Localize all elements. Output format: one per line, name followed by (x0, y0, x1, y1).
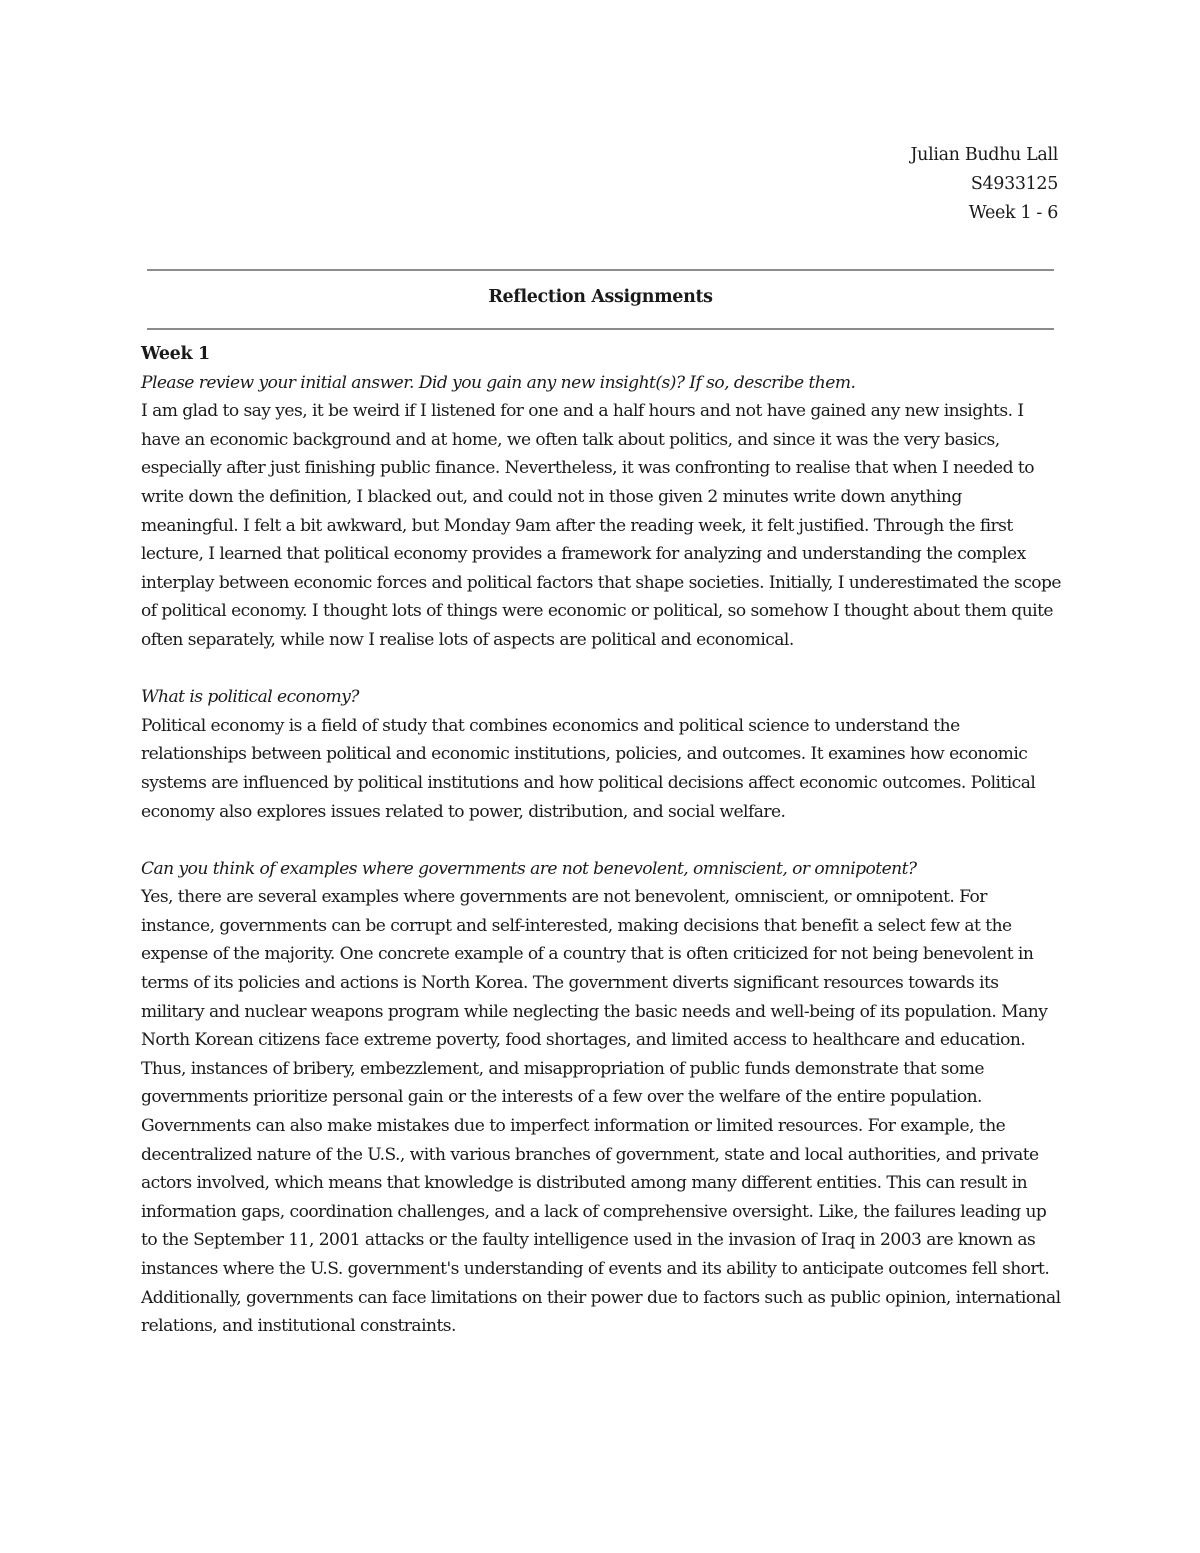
question-political-economy: What is political economy? (141, 687, 359, 708)
answer-government-examples: Yes, there are several examples where governments are not benevolent, omniscient, or omnipotent. For instance, governments can be corrupt and self-interested, making decisions that benefit a select few at the expense of the majority. One concrete example of a country that is often criticized for not being benevolent in terms of its policies and actions is North Korea. The government diverts significant resources towards its military and nuclear weapons program while neglecting the basic needs and well-being of its population. Many North Korean citizens face extreme poverty, food shortages, and limited access to healthcare and education. Thus, instances of bribery, embezzlement, and misappropriation of public funds demonstrate that some governments prioritize personal gain or the interests of a few over the welfare of the entire population. Governments can also make mistakes due to imperfect information or limited resources. For example, the decentralized nature of the U.S., with various branches of government, state and local authorities, and private actors involved, which means that knowledge is distributed among many different entities. This can result in information gaps, coordination challenges, and a lack of comprehensive oversight. Like, the failures leading up to the September 11, 2001 attacks or the faulty intelligence used in the invasion of Iraq in 2003 are known as instances where the U.S. government's understanding of events and its ability to anticipate outcomes fell short. Additionally, governments can face limitations on their power due to factors such as public opinion, international relations, and institutional constraints. (141, 887, 1061, 1337)
title-rule-top (147, 269, 1054, 271)
answer-initial-answer: I am glad to say yes, it be weird if I listened for one and a half hours and not have gained any new insights. I have an economic background and at home, we often talk about politics, and since it was the very basics, especially after just finishing public finance. Nevertheless, it was confronting to realise that when I needed to write down the definition, I blacked out, and could not in those given 2 minutes write down anything meaningful. I felt a bit awkward, but Monday 9am after the reading week, it felt justified. Through the first lecture, I learned that political economy provides a framework for analyzing and understanding the complex interplay between economic forces and political factors that shape societies. Initially, I underestimated the scope of political economy. I thought lots of things were economic or political, so somehow I thought about them quite often separately, while now I realise lots of aspects are political and economical. (141, 401, 1061, 650)
author-name: Julian Budhu Lall (910, 145, 1058, 165)
paragraph-gap (141, 826, 1061, 855)
answer-political-economy: Political economy is a field of study that combines economics and political science to understand the relationships between political and economic institutions, policies, and outcomes. It examines how economic systems are influenced by political institutions and how political decisions affect economic outcomes. Political economy also explores issues related to power, distribution, and social welfare. (141, 715, 1036, 822)
author-header (911, 141, 1058, 228)
paragraph-gap (141, 655, 1061, 684)
document-body (141, 340, 1061, 1341)
week-range: Week 1 - 6 (968, 203, 1058, 223)
question-government-examples: Can you think of examples where governments are not benevolent, omniscient, or omnipotent? (141, 858, 917, 879)
question-initial-answer: Please review your initial answer. Did you gain any new insight(s)? If so, describe them. (141, 372, 856, 393)
student-id: S4933125 (970, 174, 1058, 194)
document-title: Reflection Assignments (488, 287, 713, 307)
week-1-heading: Week 1 (141, 344, 210, 364)
title-rule-bottom (147, 328, 1054, 330)
